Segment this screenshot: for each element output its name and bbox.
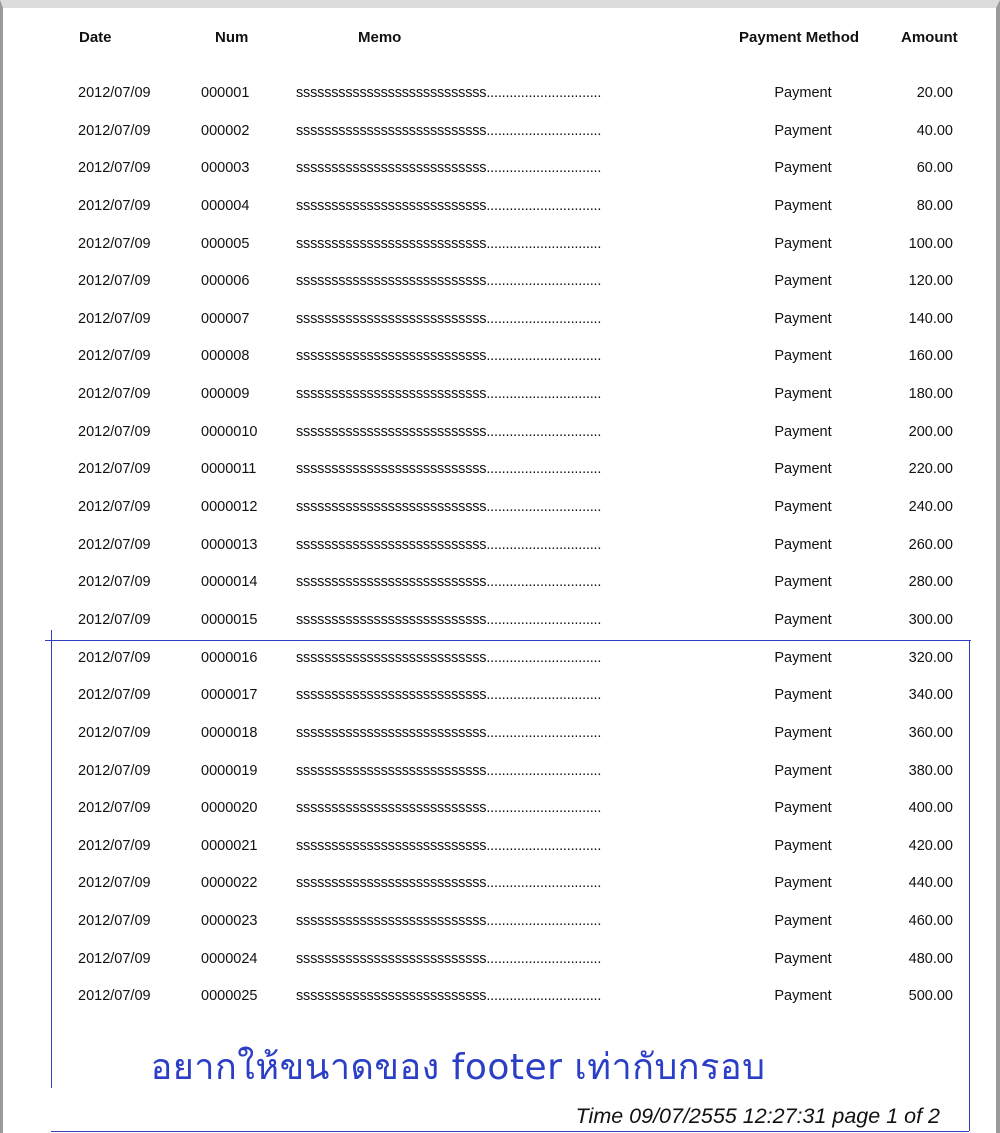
cell-num: 000003: [201, 160, 250, 177]
cell-payment-method: Payment: [774, 273, 832, 290]
cell-payment-method: Payment: [774, 724, 832, 741]
cell-memo: sssssssssssssssssssssssssss..............................: [296, 386, 602, 403]
table-row: [3, 872, 1000, 910]
cell-date: 2012/07/09: [78, 273, 151, 290]
table-row: [3, 157, 1000, 195]
cell-memo: sssssssssssssssssssssssssss..............................: [296, 536, 602, 553]
annotation-frame-left: [51, 630, 52, 1088]
cell-payment-method: Payment: [774, 649, 832, 666]
cell-payment-method: Payment: [774, 461, 832, 478]
table-row: [3, 684, 1000, 722]
cell-date: 2012/07/09: [78, 499, 151, 516]
cell-amount: 420.00: [908, 837, 953, 854]
cell-num: 0000018: [201, 724, 258, 741]
cell-payment-method: Payment: [774, 800, 832, 817]
header-payment-method: Payment Method: [739, 29, 860, 46]
header-num: Num: [215, 29, 249, 46]
cell-date: 2012/07/09: [78, 348, 151, 365]
cell-amount: 260.00: [908, 536, 953, 553]
table-row: [3, 571, 1000, 609]
table-row: [3, 985, 1000, 1023]
cell-amount: 340.00: [908, 687, 953, 704]
cell-num: 0000011: [201, 461, 257, 478]
cell-amount: 400.00: [908, 800, 953, 817]
cell-num: 0000021: [201, 837, 258, 854]
cell-amount: 220.00: [908, 461, 953, 478]
cell-num: 0000020: [201, 800, 258, 817]
cell-amount: 40.00: [916, 122, 953, 139]
cell-payment-method: Payment: [774, 611, 832, 628]
cell-payment-method: Payment: [774, 348, 832, 365]
annotation-frame-top: [45, 640, 971, 641]
cell-payment-method: Payment: [774, 762, 832, 779]
cell-payment-method: Payment: [774, 950, 832, 967]
table-row: [3, 534, 1000, 572]
cell-date: 2012/07/09: [78, 310, 151, 327]
cell-amount: 300.00: [908, 611, 953, 628]
cell-num: 000001: [201, 85, 250, 101]
cell-num: 0000025: [201, 988, 258, 1005]
table-row: [3, 421, 1000, 459]
cell-num: 000007: [201, 310, 250, 327]
cell-memo: sssssssssssssssssssssssssss..............................: [296, 950, 602, 967]
table-row: [3, 120, 1000, 158]
cell-date: 2012/07/09: [78, 197, 151, 214]
cell-num: 0000016: [201, 649, 258, 666]
cell-date: 2012/07/09: [78, 837, 151, 854]
cell-memo: sssssssssssssssssssssssssss..............................: [296, 160, 602, 177]
cell-payment-method: Payment: [774, 160, 832, 177]
cell-amount: 60.00: [916, 160, 953, 177]
cell-payment-method: Payment: [774, 837, 832, 854]
cell-payment-method: Payment: [774, 423, 832, 440]
cell-num: 0000010: [201, 423, 258, 440]
table-row: [3, 383, 1000, 421]
cell-payment-method: Payment: [774, 536, 832, 553]
cell-memo: sssssssssssssssssssssssssss..............................: [296, 85, 602, 101]
cell-payment-method: Payment: [774, 386, 832, 403]
cell-num: 0000015: [201, 611, 258, 628]
cell-memo: sssssssssssssssssssssssssss..............................: [296, 611, 602, 628]
cell-memo: sssssssssssssssssssssssssss..............................: [296, 310, 602, 327]
cell-date: 2012/07/09: [78, 950, 151, 967]
cell-num: 0000013: [201, 536, 258, 553]
cell-amount: 160.00: [908, 348, 953, 365]
cell-memo: sssssssssssssssssssssssssss..............................: [296, 687, 602, 704]
cell-date: 2012/07/09: [78, 875, 151, 892]
cell-date: 2012/07/09: [78, 160, 151, 177]
cell-payment-method: Payment: [774, 235, 832, 252]
cell-amount: 240.00: [908, 499, 953, 516]
cell-amount: 20.00: [916, 85, 953, 101]
cell-memo: sssssssssssssssssssssssssss..............................: [296, 461, 602, 478]
annotation-frame-bottom: [51, 1131, 969, 1132]
cell-memo: sssssssssssssssssssssssssss..............................: [296, 423, 602, 440]
cell-num: 0000019: [201, 762, 258, 779]
table-row: [3, 647, 1000, 685]
cell-date: 2012/07/09: [78, 461, 151, 478]
cell-memo: sssssssssssssssssssssssssss..............................: [296, 235, 602, 252]
table-row: [3, 308, 1000, 346]
table-row: [3, 345, 1000, 383]
cell-amount: 140.00: [908, 310, 953, 327]
table-row: [3, 496, 1000, 534]
table-row: [3, 948, 1000, 986]
cell-memo: sssssssssssssssssssssssssss..............................: [296, 800, 602, 817]
cell-num: 0000014: [201, 574, 258, 591]
header-memo: Memo: [358, 29, 402, 46]
cell-amount: 200.00: [908, 423, 953, 440]
cell-amount: 360.00: [908, 724, 953, 741]
cell-memo: sssssssssssssssssssssssssss..............................: [296, 348, 602, 365]
cell-payment-method: Payment: [774, 574, 832, 591]
table-header: [3, 29, 1000, 51]
cell-date: 2012/07/09: [78, 988, 151, 1005]
cell-date: 2012/07/09: [78, 386, 151, 403]
header-amount: Amount: [901, 29, 958, 46]
cell-payment-method: Payment: [774, 197, 832, 214]
header-date: Date: [79, 29, 112, 46]
cell-date: 2012/07/09: [78, 611, 151, 628]
cell-payment-method: Payment: [774, 988, 832, 1005]
cell-date: 2012/07/09: [78, 913, 151, 930]
cell-date: 2012/07/09: [78, 800, 151, 817]
annotation-note: [3, 1038, 1000, 1095]
cell-date: 2012/07/09: [78, 85, 151, 101]
cell-memo: sssssssssssssssssssssssssss..............................: [296, 122, 602, 139]
cell-amount: 180.00: [908, 386, 953, 403]
cell-date: 2012/07/09: [78, 536, 151, 553]
cell-num: 000008: [201, 348, 250, 365]
table-row: [3, 82, 1000, 120]
cell-memo: sssssssssssssssssssssssssss..............................: [296, 499, 602, 516]
cell-payment-method: Payment: [774, 687, 832, 704]
cell-memo: sssssssssssssssssssssssssss..............................: [296, 649, 602, 666]
cell-amount: 380.00: [908, 762, 953, 779]
cell-memo: sssssssssssssssssssssssssss..............................: [296, 875, 602, 892]
cell-amount: 280.00: [908, 574, 953, 591]
table-row: [3, 760, 1000, 798]
cell-amount: 120.00: [908, 273, 953, 290]
cell-payment-method: Payment: [774, 85, 832, 101]
cell-date: 2012/07/09: [78, 724, 151, 741]
table-row: [3, 195, 1000, 233]
cell-amount: 480.00: [908, 950, 953, 967]
cell-num: 000005: [201, 235, 250, 252]
cell-payment-method: Payment: [774, 122, 832, 139]
cell-amount: 460.00: [908, 913, 953, 930]
cell-payment-method: Payment: [774, 499, 832, 516]
table-row: [3, 270, 1000, 308]
cell-amount: 100.00: [908, 235, 953, 252]
annotation-note-text: อยากให้ขนาดของ footer เท่ากับกรอบ: [150, 1047, 766, 1088]
table-row: [3, 233, 1000, 271]
cell-memo: sssssssssssssssssssssssssss..............................: [296, 574, 602, 591]
page-footer: Time 09/07/2555 12:27:31 page 1 of 2: [575, 1104, 940, 1128]
table-row: [3, 910, 1000, 948]
cell-memo: sssssssssssssssssssssssssss..............................: [296, 837, 602, 854]
cell-amount: 440.00: [908, 875, 953, 892]
cell-amount: 500.00: [908, 988, 953, 1005]
cell-memo: sssssssssssssssssssssssssss..............................: [296, 762, 602, 779]
cell-num: 000006: [201, 273, 250, 290]
cell-date: 2012/07/09: [78, 649, 151, 666]
cell-memo: sssssssssssssssssssssssssss..............................: [296, 913, 602, 930]
cell-num: 000004: [201, 197, 250, 214]
cell-payment-method: Payment: [774, 913, 832, 930]
cell-num: 0000024: [201, 950, 258, 967]
cell-memo: sssssssssssssssssssssssssss..............................: [296, 197, 602, 214]
table-body: [3, 82, 1000, 1023]
cell-date: 2012/07/09: [78, 762, 151, 779]
cell-date: 2012/07/09: [78, 423, 151, 440]
cell-memo: sssssssssssssssssssssssssss..............................: [296, 273, 602, 290]
cell-payment-method: Payment: [774, 875, 832, 892]
cell-date: 2012/07/09: [78, 122, 151, 139]
cell-num: 0000022: [201, 875, 258, 892]
cell-num: 0000023: [201, 913, 258, 930]
cell-num: 0000017: [201, 687, 258, 704]
cell-memo: sssssssssssssssssssssssssss..............................: [296, 724, 602, 741]
cell-date: 2012/07/09: [78, 574, 151, 591]
cell-amount: 320.00: [908, 649, 953, 666]
cell-payment-method: Payment: [774, 310, 832, 327]
table-row: [3, 458, 1000, 496]
cell-num: 000009: [201, 386, 250, 403]
table-row: [3, 797, 1000, 835]
table-row: [3, 722, 1000, 760]
cell-date: 2012/07/09: [78, 235, 151, 252]
cell-memo: sssssssssssssssssssssssssss..............................: [296, 988, 602, 1005]
cell-num: 000002: [201, 122, 250, 139]
table-row: [3, 835, 1000, 873]
cell-date: 2012/07/09: [78, 687, 151, 704]
cell-amount: 80.00: [916, 197, 953, 214]
cell-num: 0000012: [201, 499, 258, 516]
